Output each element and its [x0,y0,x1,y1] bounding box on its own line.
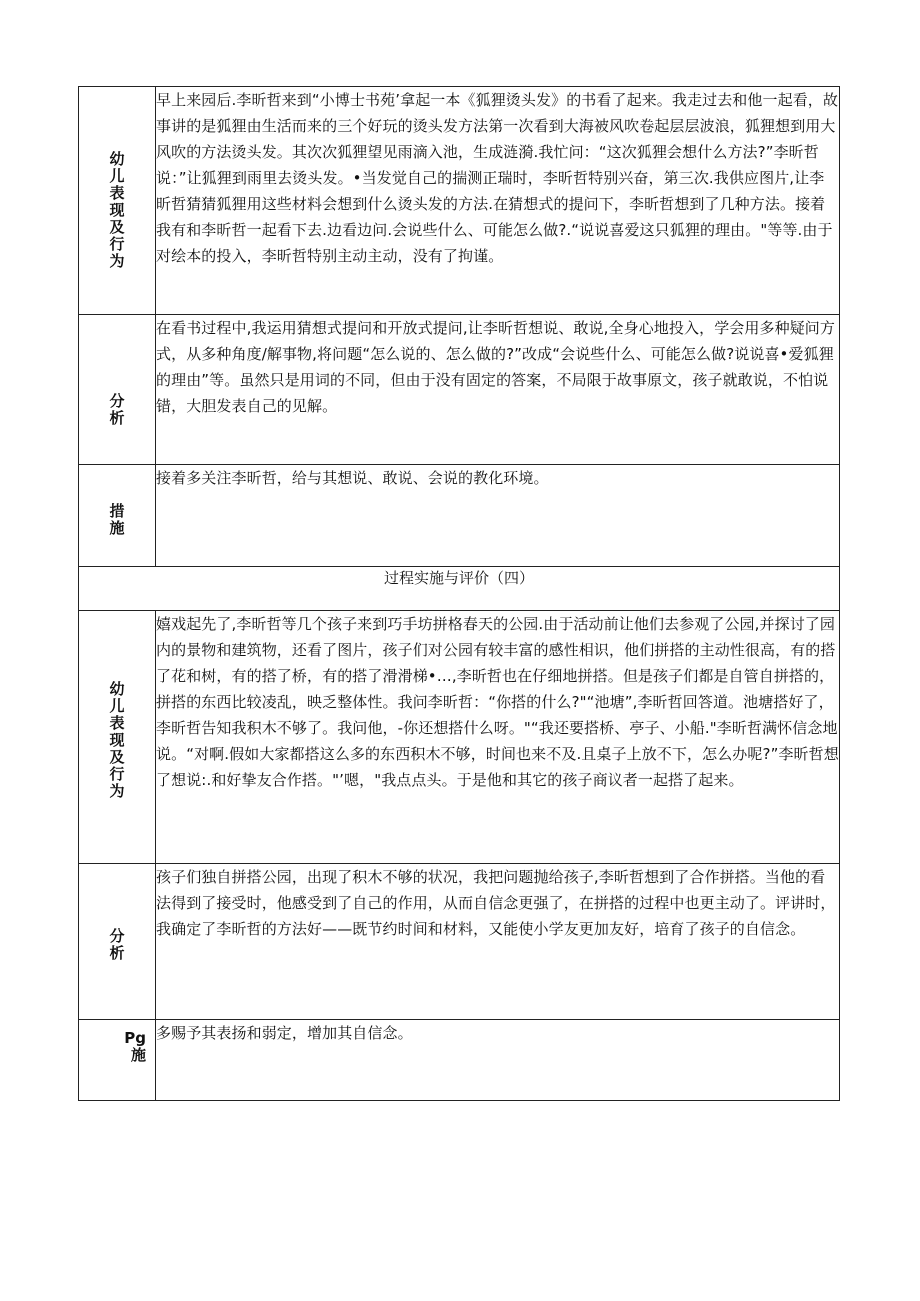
label-behavior [79,681,155,800]
label-behavior [79,151,155,270]
label-char: 施 [130,1046,146,1064]
row-content [156,87,840,315]
behavior-text: 早上来园后.李昕哲来到“小博士书苑’拿起一本《狐狸烫头发》的书看了起来。我走过去和他一起看，故事讲的是狐狸由生活而来的三个好玩的烫头发方法第一次看到大海被风吹卷起层层波浪，狐狸想到用大风吹的方法烫头发。其次次狐狸望见雨滴入池，生成涟漪.我忙问：“这次狐狸会想什么方法?”李昕哲说：”让狐狸到雨里去烫头发。•当发觉自己的揣测正瑞时，李昕哲特别兴奋，第三次.我供应图片,让李昕哲猜猜狐狸用这些材料会想到什么烫头发的方法.在猜想式的提问下，李昕哲想到了几种方法。接着我有和李昕哲一起看下去.边看边问.会说些什么、可能怎么做?.“说说喜爱这只狐狸的理由。"等等.由于对绘本的投入，李昕哲特别主动主动，没有了拘谨。 [156,91,839,265]
row-label [79,864,156,1020]
label-char: 分 [109,392,125,410]
label-char: 为 [109,782,125,800]
label-analysis [79,928,155,962]
label-char: 现 [109,201,125,219]
label-char: 析 [109,409,125,427]
row-content [156,465,840,567]
label-char: 为 [109,252,125,270]
table-row [79,611,840,864]
label-char: 施 [109,519,125,537]
measures-text: 接着多关注李昕哲，给与其想说、敢说、会说的教化环境。 [156,469,549,487]
label-char: 分 [109,927,125,945]
label-char: Pg [124,1029,146,1047]
label-char: 表 [109,714,125,732]
label-char: 幼 [109,150,125,168]
table-row [79,315,840,465]
label-measures [79,503,155,537]
measures-text: 多赐予其表扬和弱定，增加其自信念。 [156,1024,413,1042]
record-table [78,86,840,1101]
row-content [156,864,840,1020]
row-content [156,1020,840,1101]
label-char: 儿 [109,697,125,715]
row-label [79,315,156,465]
label-measures [79,1030,155,1064]
row-label [79,611,156,864]
behavior-text: 嬉戏起先了,李昕哲等几个孩子来到巧手坊拼格春天的公园.由于活动前让他们去参观了公园,并探讨了园内的景物和建筑物，还看了图片，孩子们对公园有较丰富的感性相识，他们拼搭的主动性很高，有的搭了花和树，有的搭了桥，有的搭了滑滑梯•…,李昕哲也在仔细地拼搭。但是孩子们都是自管自拼搭的，拼搭的东西比较凌乱，映乏整体性。我问李昕哲：“你搭的什么?"“池塘”,李昕哲回答道。池塘搭好了，李昕哲告知我积木不够了。我问他，-你还想搭什么呀。"“我还要搭桥、亭子、小船."李昕哲满怀信念地说。“对啊.假如大家都搭这么多的东西积木不够，时间也来不及.且桌子上放不下，怎么办呢?”李昕哲想了想说:.和好挚友合作搭。"’嗯，"我点点头。于是他和其它的孩子商议者一起搭了起来。 [156,615,839,789]
label-analysis [79,393,155,427]
row-label [79,87,156,315]
label-char: 行 [109,765,125,783]
label-char: 现 [109,731,125,749]
row-content [156,611,840,864]
table-row [79,864,840,1020]
label-char: 析 [109,944,125,962]
label-char: 幼 [109,680,125,698]
table-row [79,1020,840,1101]
label-char: 表 [109,184,125,202]
table-row [79,465,840,567]
row-label [79,465,156,567]
analysis-text: 在看书过程中,我运用猜想式提问和开放式提问,让李昕哲想说、敢说,全身心地投入，学会用多种疑问方式，从多种角度/解事物,将问题“怎么说的、怎么做的?”改成“会说些什么、可能怎么做?说说喜•爱狐狸的理由”等。虽然只是用词的不同，但由于没有固定的答案，不局限于故事原文，孩子就敢说，不怕说错，大胆发表自己的见解。 [156,319,836,415]
row-content [156,315,840,465]
label-char: 措 [109,502,125,520]
table-row [79,87,840,315]
label-char: 行 [109,235,125,253]
label-char: 儿 [109,167,125,185]
label-char: 及 [109,218,125,236]
table-row [79,567,840,611]
analysis-text: 孩子们独自拼搭公园，出现了积木不够的状况，我把问题抛给孩子,李昕哲想到了合作拼搭。当他的看法得到了接受时，他感受到了自己的作用，从而自信念更强了，在拼搭的过程中也更主动了。评讲时，我确定了李昕哲的方法好——既节约时间和材料，又能使小学友更加友好，培育了孩子的自信念。 [156,868,836,938]
row-label [79,1020,156,1101]
label-char: 及 [109,748,125,766]
section-title: 过程实施与评价（四） [79,567,840,611]
